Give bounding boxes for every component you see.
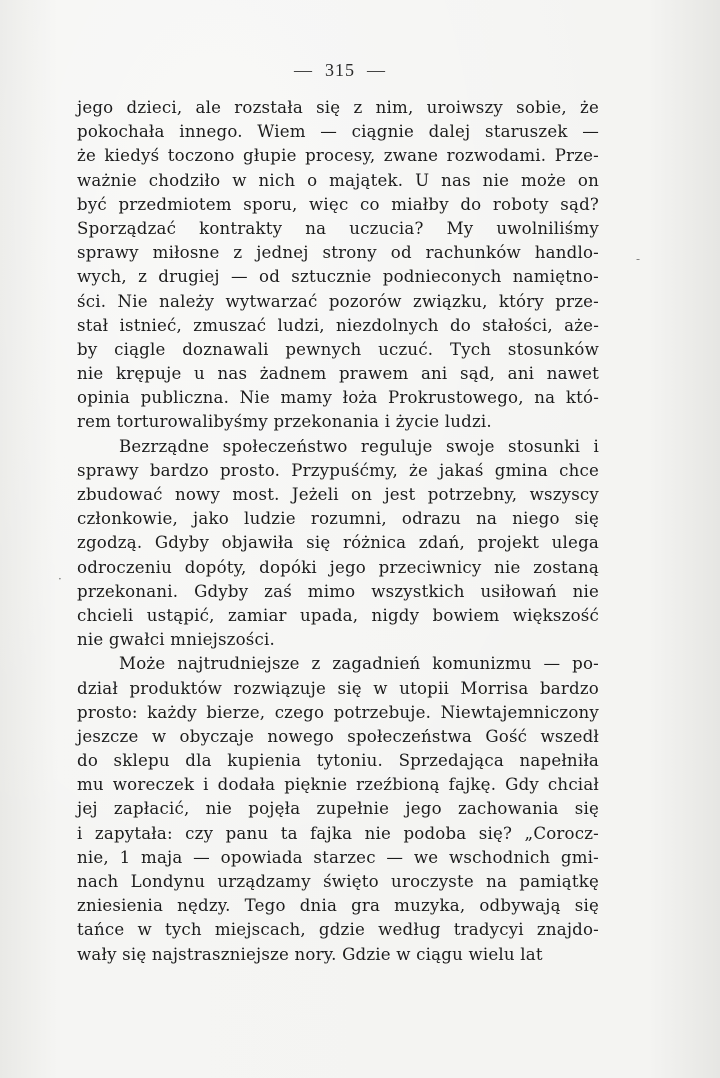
text-line: wych, z drugiej — od sztucznie podnieconych namiętno- (77, 267, 599, 287)
page-number: 315 (325, 60, 355, 80)
text-line: zniesienia nędzy. Tego dnia gra muzyka, odbywają się (77, 896, 599, 916)
body-text (77, 96, 599, 967)
text-line: być przedmiotem sporu, więc co miałby do roboty sąd? (77, 194, 599, 214)
text-line: prosto: każdy bierze, czego potrzebuje. Niewtajemniczony (77, 702, 599, 722)
text-line: stał istnieć, zmuszać ludzi, niezdolnych do stałości, aże- (77, 315, 599, 335)
text-line: ści. Nie należy wytwarzać pozorów związku, który prze- (77, 291, 599, 311)
text-line: zbudować nowy most. Jeżeli on jest potrzebny, wszyscy (77, 485, 599, 504)
text-line: sprawy bardzo prosto. Przypuśćmy, że jakaś gmina chce (77, 460, 599, 480)
text-line: sprawy miłosne z jednej strony od rachunków handlo- (77, 243, 599, 263)
text-line: zgodzą. Gdyby objawiła się różnica zdań, projekt ulega (77, 533, 599, 553)
margin-speck: - (636, 252, 641, 266)
page-number-header (0, 60, 680, 81)
text-line-indented: Bezrządne społeczeństwo reguluje swoje stosunki i (119, 436, 599, 456)
margin-speck: · (58, 572, 62, 586)
text-line: by ciągle doznawali pewnych uczuć. Tych stosunków (77, 339, 599, 359)
page-number-dash-left: — (294, 60, 313, 80)
text-line-indented: Może najtrudniejsze z zagadnień komunizmu — po- (119, 654, 599, 674)
text-line: członkowie, jako ludzie rozumni, odrazu na niego się (77, 509, 599, 529)
text-line: chcieli ustąpić, zamiar upada, nigdy bowiem większość (77, 605, 599, 625)
page-number-dash-right: — (367, 60, 386, 80)
text-line: nie gwałci mniejszości. (77, 630, 275, 650)
text-line: pokochała innego. Wiem — ciągnie dalej staruszek — (77, 122, 599, 142)
text-line: opinia publiczna. Nie mamy łoża Prokrustowego, na któ- (77, 388, 599, 408)
text-line: do sklepu dla kupienia tytoniu. Sprzedająca napełniła (77, 751, 599, 771)
text-line: nie krępuje u nas żadnem prawem ani sąd, ani nawet (77, 364, 599, 384)
text-line: nie, 1 maja — opowiada starzec — we wschodnich gmi- (77, 847, 599, 867)
text-line: jej zapłacić, nie pojęła zupełnie jego zachowania się (77, 799, 599, 819)
text-line: mu woreczek i dodała pięknie rzeźbioną fajkę. Gdy chciał (77, 775, 599, 795)
text-line: odroczeniu dopóty, dopóki jego przeciwnicy nie zostaną (77, 557, 599, 577)
text-line: rem torturowalibyśmy przekonania i życie ludzi. (77, 412, 492, 432)
text-line: Sporządzać kontrakty na uczucia? My uwolniliśmy (77, 218, 599, 238)
text-line: przekonani. Gdyby zaś mimo wszystkich usiłowań nie (77, 581, 599, 601)
text-line: wały się najstraszniejsze nory. Gdzie w ciągu wielu lat (77, 944, 543, 964)
text-line: dział produktów rozwiązuje się w utopii Morrisa bardzo (77, 678, 599, 698)
text-line: jeszcze w obyczaje nowego społeczeństwa Gość wszedł (77, 726, 599, 746)
text-line: tańce w tych miejscach, gdzie według tradycyi znajdo- (77, 920, 599, 940)
text-line: i zapytała: czy panu ta fajka nie podoba się? „Corocz- (77, 823, 599, 843)
text-line: ważnie chodziło w nich o majątek. U nas nie może on (77, 170, 599, 190)
text-line: że kiedyś toczono głupie procesy, zwane rozwodami. Prze- (77, 146, 599, 166)
text-line: jego dzieci, ale rozstała się z nim, uroiwszy sobie, że (77, 98, 599, 117)
text-line: nach Londynu urządzamy święto uroczyste na pamiątkę (77, 872, 599, 891)
